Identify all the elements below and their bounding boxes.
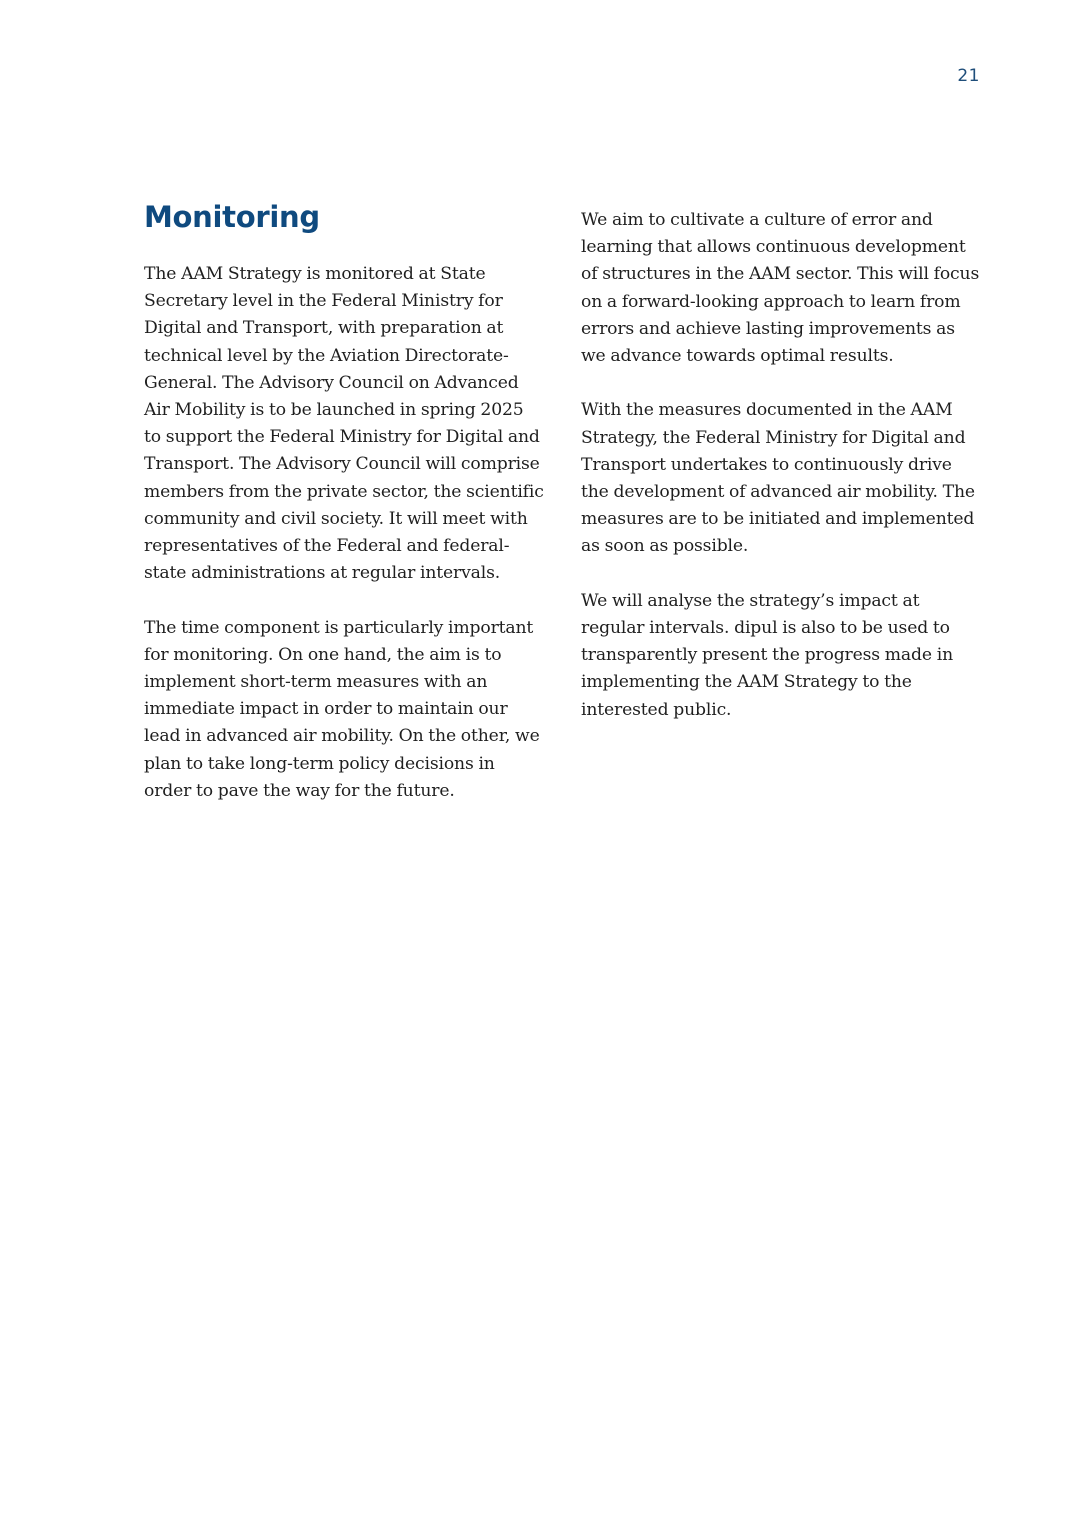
left-column xyxy=(144,261,544,832)
right-paragraph-3: We will analyse the strategy’s impact at regular intervals. dipul is also to be used to transparently present the progress made in implementing the AAM Strategy to the interested public. xyxy=(581,590,953,720)
left-paragraph-2: The time component is particularly important for monitoring. On one hand, the aim is to implement short-term measures with an immediate impact in order to maintain our lead in advanced air mobility. On the other, we plan to take long-term policy decisions in order to pave the way for the future. xyxy=(144,617,540,801)
right-paragraph-2: With the measures documented in the AAM Strategy, the Federal Ministry for Digital and Transport undertakes to continuously drive the development of advanced air mobility. The measures are to be initiated and implemented as soon as possible. xyxy=(581,400,975,557)
right-paragraph-1: We aim to cultivate a culture of error and learning that allows continuous development of structures in the AAM sector. This will focus on a forward-looking approach to learn from errors and achieve lasting improvements as we advance towards optimal results. xyxy=(581,210,980,367)
section-heading: Monitoring xyxy=(144,200,320,234)
page-number: 21 xyxy=(957,66,980,86)
right-column xyxy=(581,207,981,751)
left-paragraph-1: The AAM Strategy is monitored at State Secretary level in the Federal Ministry for Digital and Transport, with preparation at technical level by the Aviation Directorate-General. The Advisory Council on Advanced Air Mobility is to be launched in spring 2025 to support the Federal Ministry for Digital and Transport. The Advisory Council will comprise members from the private sector, the scientific community and civil society. It will meet with representatives of the Federal and federal-state administrations at regular intervals. xyxy=(144,264,544,584)
